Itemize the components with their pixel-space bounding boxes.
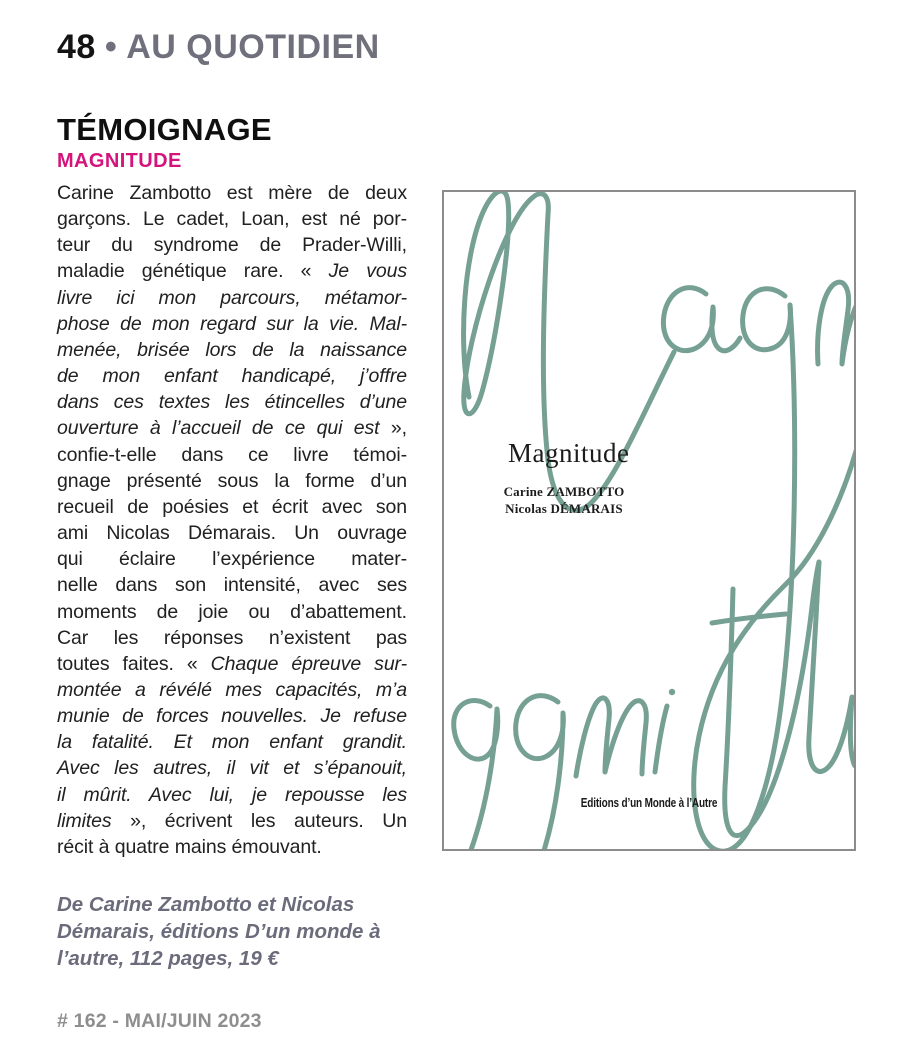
body-text-line: recueil de poésies et écrit avec son [57,495,407,518]
article-kicker: TÉMOIGNAGE [57,112,272,147]
body-text-line: confie-t-elle dans ce livre témoi- [57,443,407,466]
body-text-line: récit à quatre mains émouvant. [57,835,322,858]
body-text-line: gnage présenté sous la forme d’un [57,469,407,492]
article-body [57,180,407,860]
cover-script-lettering [444,192,854,849]
script-bottom-u [809,562,854,771]
script-top-n [818,282,854,364]
body-text-line: qui éclaire l’expérience mater- [57,548,407,571]
section-title: AU QUOTIDIEN [126,28,380,66]
body-text-line: il mûrit. Avec lui, je repousse les [57,783,407,806]
book-credit [57,891,381,972]
body-text-line: de mon enfant handicapé, j’offre [57,365,407,388]
body-text-line: maladie génétique rare. « Je vous [57,260,407,283]
body-text-line: ouverture à l’accueil de ce qui est », [57,417,407,440]
body-text-line: menée, brisée lors de la naissance [57,338,407,361]
script-top-g-bowl [743,289,791,350]
body-text-line: nelle dans son intensité, avec ses [57,574,407,597]
book-cover-image [442,190,856,851]
script-bottom-g [516,696,564,849]
script-bottom-t [725,562,819,836]
body-text-line: Car les réponses n’existent pas [57,626,407,649]
book-cover-publisher: Editions d’un Monde à l’Autre [580,796,718,810]
body-text-line: livre ici mon parcours, métamor- [57,286,407,309]
article-title: MAGNITUDE [57,150,182,172]
body-text-line: moments de joie ou d’abattement. [57,600,407,623]
body-text-line: garçons. Le cadet, Loan, est né por- [57,208,407,231]
body-text-line: toutes faites. « Chaque épreuve sur- [57,652,407,675]
header-bullet: • [104,28,118,66]
book-cover-title: Magnitude [508,438,630,468]
book-cover-authors [472,483,656,517]
script-bottom-a [454,701,498,849]
script-bottom-i-dot [669,689,675,695]
script-bottom-n [576,698,646,776]
body-text-line: Avec les autres, il vit et s’épanouit, [57,757,407,780]
body-text-line: Carine Zambotto est mère de deux [57,182,407,204]
script-bottom-i [655,706,667,772]
credit-line: l’autre, 112 pages, 19 € [57,947,279,970]
body-text-line: munie de forces nouvelles. Je refuse [57,705,407,728]
book-cover-author: Carine ZAMBOTTO [503,484,625,499]
body-text-line: la fatalité. Et mon enfant grandit. [57,731,407,754]
body-text-line: limites », écrivent les auteurs. Un [57,809,407,832]
page-header [57,28,380,67]
script-top-a [663,288,740,351]
issue-footer: # 162 - MAI/JUIN 2023 [57,1010,262,1032]
body-text-line: montée a révélé mes capacités, m’a [57,678,407,701]
body-text-line: ami Nicolas Démarais. Un ouvrage [57,522,407,545]
body-text-line: dans ces textes les étincelles d’une [57,391,407,414]
page-number: 48 [57,28,96,66]
book-cover-author: Nicolas DÉMARAIS [505,501,623,516]
credit-line: De Carine Zambotto et Nicolas [57,893,355,916]
credit-line: Démarais, éditions D’un monde à [57,920,381,943]
body-text-line: teur du syndrome de Prader-Willi, [57,234,407,257]
body-text-line: phose de mon regard sur la vie. Mal- [57,312,407,335]
